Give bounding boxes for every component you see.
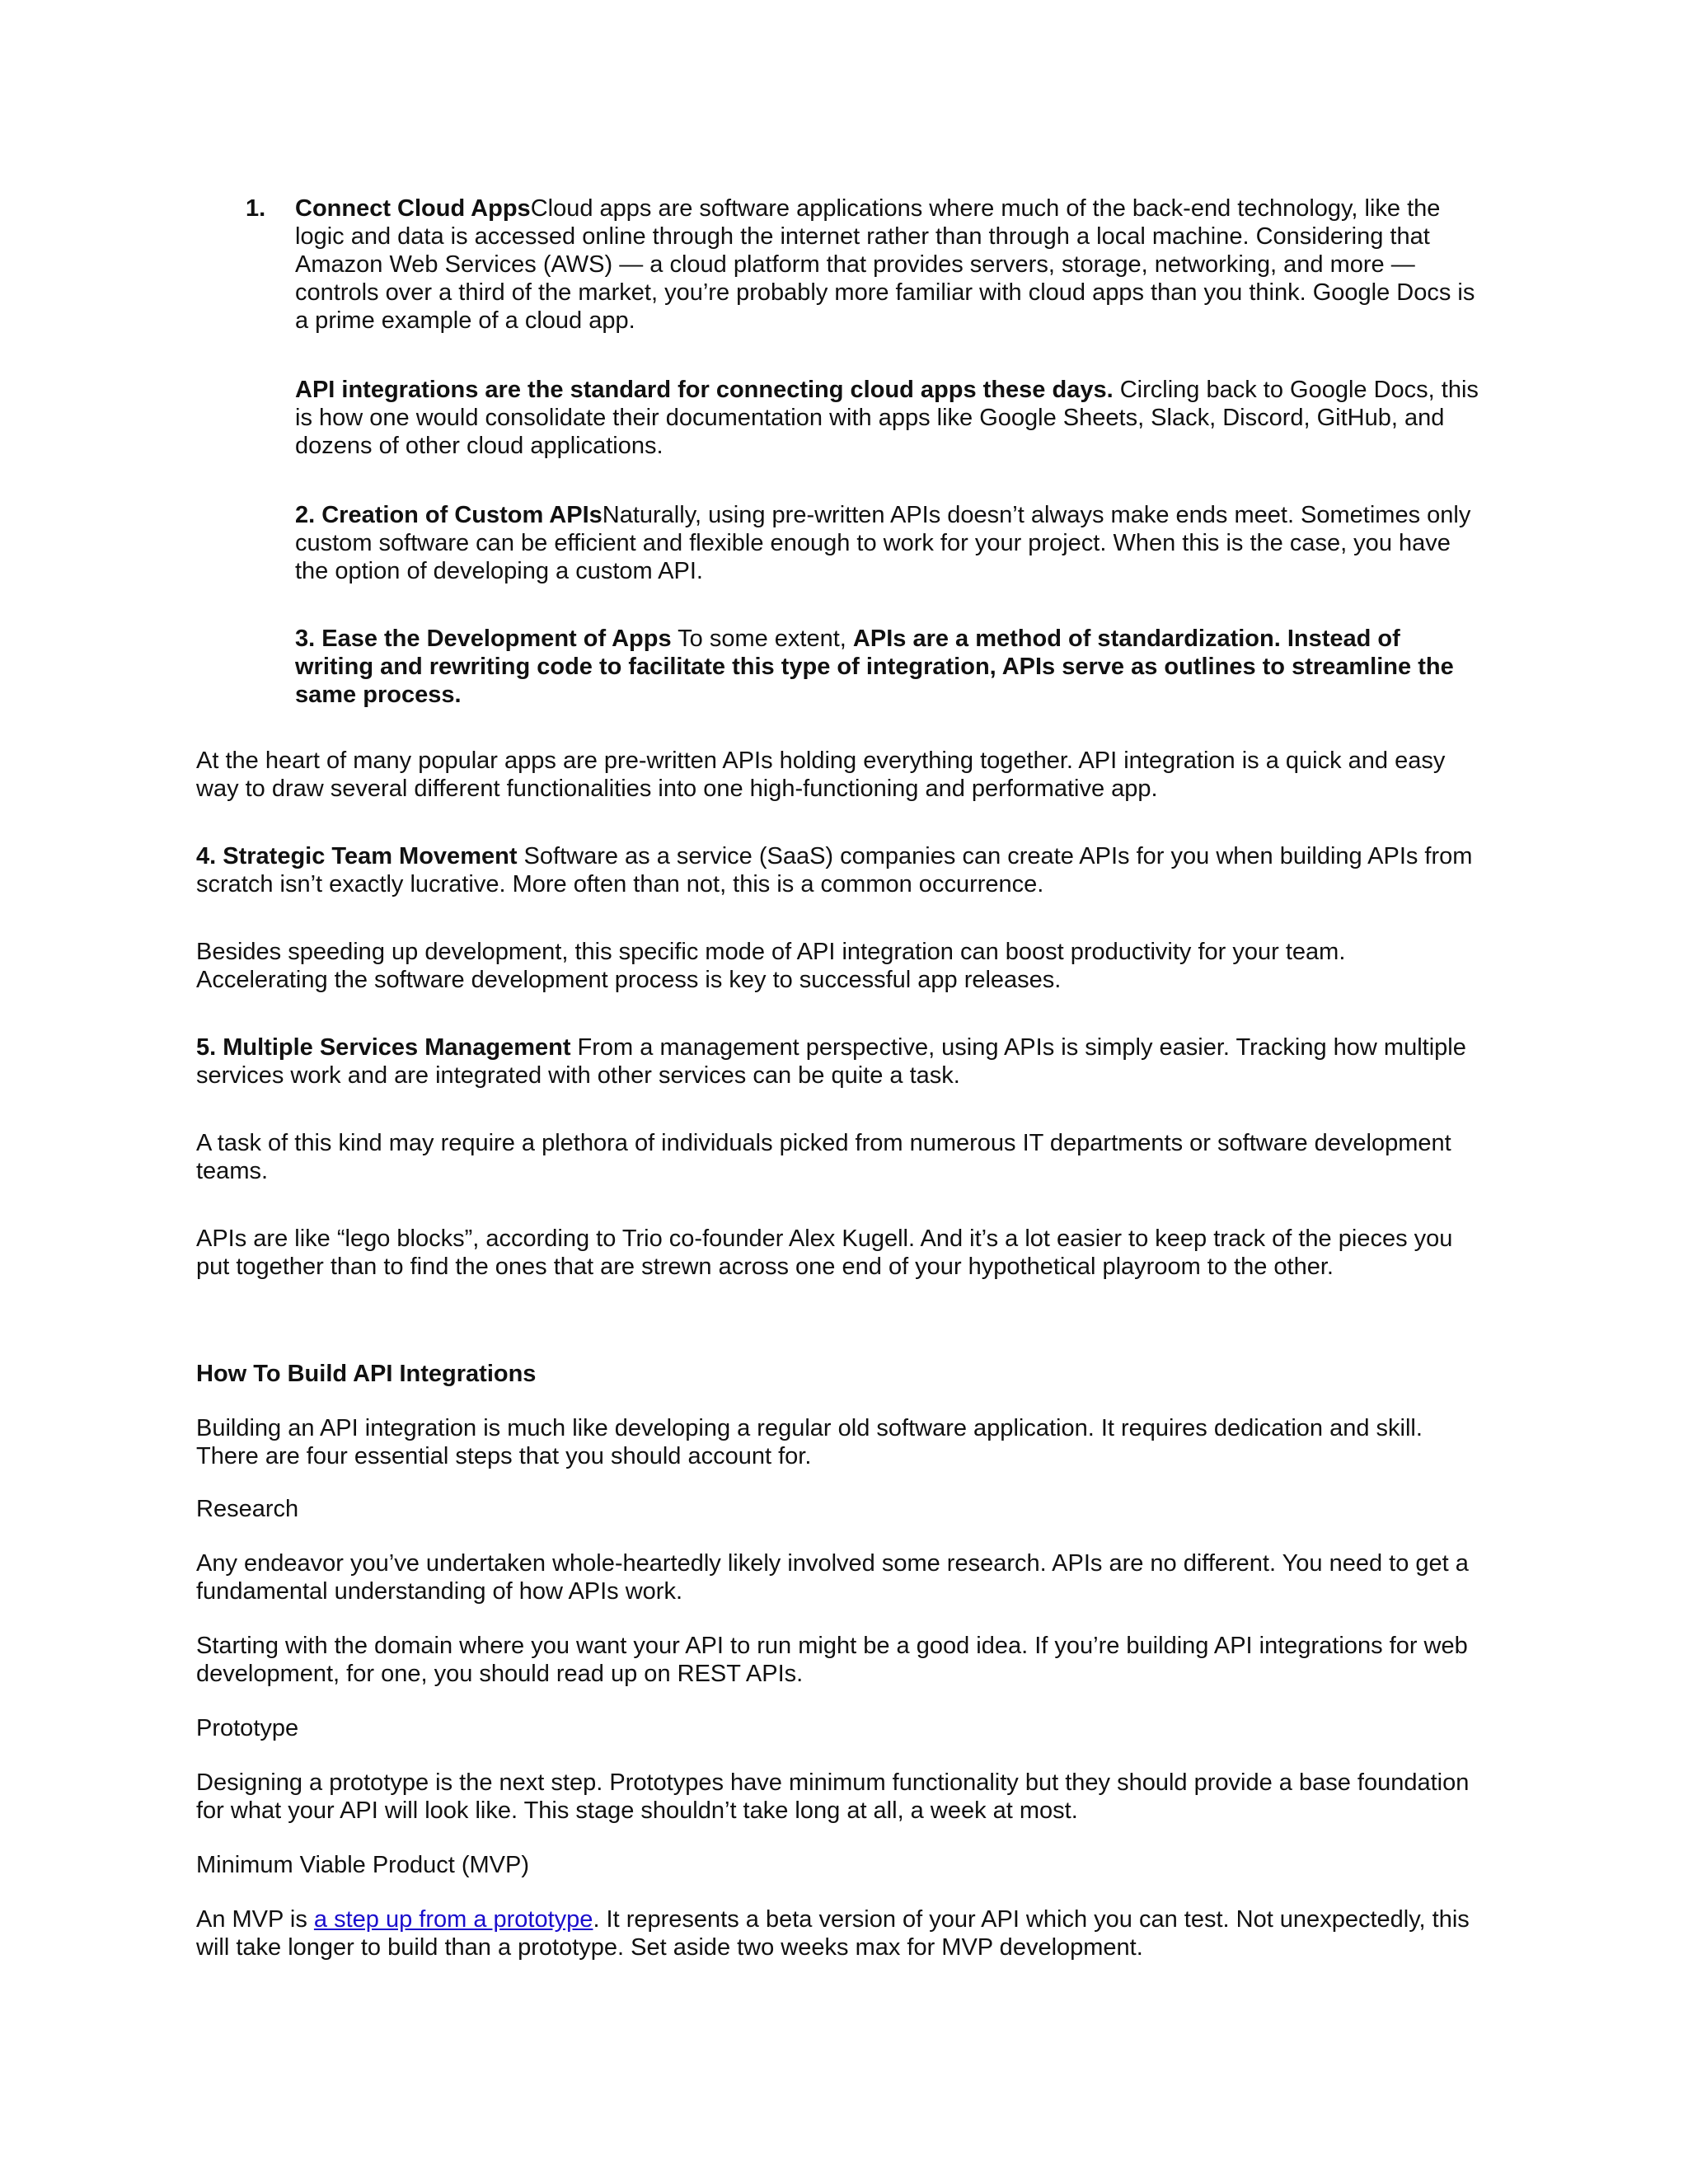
bold-sentence: APIs are a method of standardization. Instead of writing and rewriting code to facilitate this type of integration, APIs serve as outlines to streamline the same process. (295, 626, 1454, 708)
list-item-ease-development (295, 625, 1482, 709)
paragraph-mvp (196, 1905, 1482, 1961)
list-item-heading: 2. Creation of Custom APIs (295, 502, 603, 528)
prototype-link[interactable]: a step up from a prototype (313, 1906, 593, 1933)
list-item-team-movement (196, 842, 1482, 898)
subheading-mvp: Minimum Viable Product (MVP) (196, 1852, 529, 1878)
list-item-text: Software as a service (SaaS) companies can create APIs for you when building APIs from scratch isn’t exactly lucrative. More often than not, this is a common occurrence. (196, 843, 1473, 898)
list-item-text: Naturally, using pre-written APIs doesn’t always make ends meet. Sometimes only custom software can be efficient and flexible enough to work for your project. When this is the case, you have the option of developing a custom API. (295, 502, 1471, 584)
section-heading: How To Build API Integrations (196, 1361, 537, 1387)
paragraph-speeding: Besides speeding up development, this specific mode of API integration can boost productivity for your team. Accelerating the software development process is key to successful app releases. (196, 939, 1346, 993)
paragraph-text: . It represents a beta version of your API which you can test. Not unexpectedly, this will take longer to build than a prototype. Set aside two weeks max for MVP development. (196, 1906, 1470, 1961)
list-item-text: Cloud apps are software applications where much of the back-end technology, like the logic and data is accessed online through the internet rather than through a local machine. Considering that Amazon Web Services (AWS) — a cloud platform that provides servers, storage, networking, and more — controls over a third of the market, you’re probably more familiar with cloud apps than you think. Google Docs is a prime example of a cloud app. (295, 195, 1475, 334)
bold-sentence: API integrations are the standard for connecting cloud apps these days. (295, 377, 1114, 403)
list-item-heading: 4. Strategic Team Movement (196, 843, 518, 869)
list-item-text: From a management perspective, using APIs is simply easier. Tracking how multiple services work and are integrated with other services can be quite a task. (196, 1034, 1466, 1089)
paragraph-task: A task of this kind may require a plethora of individuals picked from numerous IT departments or software development teams. (196, 1130, 1451, 1184)
subheading-prototype: Prototype (196, 1715, 299, 1741)
paragraph-prototype: Designing a prototype is the next step. Prototypes have minimum functionality but they should provide a base foundation for what your API will look like. This stage shouldn’t take long at all, a week at most. (196, 1769, 1470, 1824)
list-item-services-management (196, 1033, 1482, 1090)
list-item-connect-cloud-apps (295, 194, 1482, 335)
list-number-1: 1. (246, 195, 266, 222)
paragraph-research-2: Starting with the domain where you want your API to run might be a good idea. If you’re building API integrations for web development, for one, you should read up on REST APIs. (196, 1633, 1468, 1687)
list-item-heading: 3. Ease the Development of Apps (295, 626, 672, 652)
list-item-heading: Connect Cloud Apps (295, 195, 531, 222)
paragraph-text: Circling back to Google Docs, this is how one would consolidate their documentation with apps like Google Sheets, Slack, Discord, GitHub, and dozens of other cloud applications. (295, 377, 1479, 459)
paragraph-api-standard (295, 376, 1482, 460)
list-item-custom-apis (295, 501, 1482, 585)
subheading-research: Research (196, 1496, 299, 1522)
list-item-text: To some extent, (671, 626, 853, 652)
paragraph-building: Building an API integration is much like developing a regular old software application. It requires dedication and skill. There are four essential steps that you should account for. (196, 1415, 1423, 1469)
paragraph-heart: At the heart of many popular apps are pre-written APIs holding everything together. API integration is a quick and easy way to draw several different functionalities into one high-functioning and performative app. (196, 748, 1446, 802)
paragraph-text: An MVP is (196, 1906, 314, 1933)
list-item-heading: 5. Multiple Services Management (196, 1034, 571, 1061)
paragraph-research-1: Any endeavor you’ve undertaken whole-heartedly likely involved some research. APIs are no different. You need to get a fundamental understanding of how APIs work. (196, 1550, 1469, 1605)
paragraph-lego: APIs are like “lego blocks”, according to Trio co-founder Alex Kugell. And it’s a lot easier to keep track of the pieces you put together than to find the ones that are strewn across one end of your hypothetical playroom to the other. (196, 1226, 1453, 1280)
